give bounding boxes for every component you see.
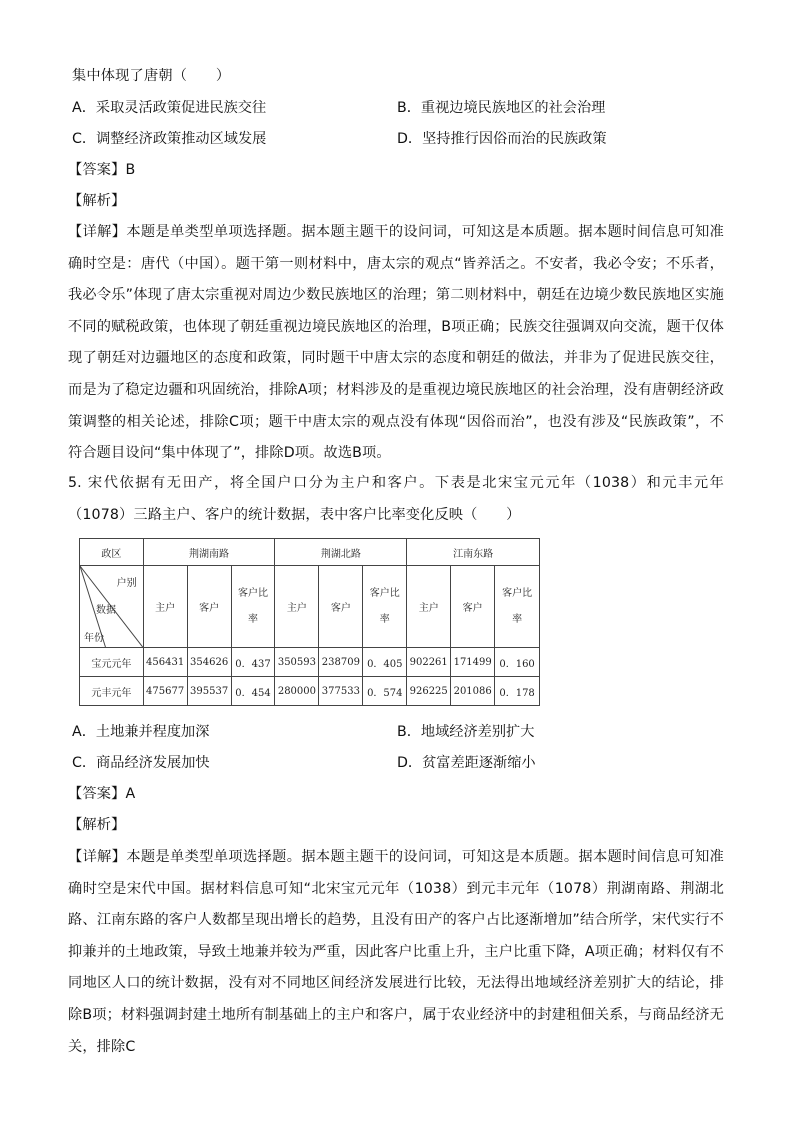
- diagonal-header-cell: [80, 566, 144, 648]
- sub-header: 客户: [319, 566, 363, 648]
- table-row: [80, 677, 540, 706]
- cell: 0．574: [363, 677, 407, 706]
- sub-header: 主户: [407, 566, 451, 648]
- row-year: 元丰元年: [80, 677, 144, 706]
- sub-header: 客户比 率: [495, 566, 540, 648]
- diag-year-label: 年份: [84, 633, 104, 644]
- q5-option-c: C．商品经济发展加快: [72, 755, 210, 771]
- cell: 0．405: [363, 648, 407, 677]
- q4-option-c: C．调整经济政策推动区域发展: [72, 131, 267, 147]
- q4-detail: 【详解】本题是单类型单项选择题。据本题主题干的设问词，可知这是本质题。据本题时间信息可知准确时空是：唐代（中国）。题干第一则材料中，唐太宗的观点“皆养活之。不安者，我必令安；不乐者，我必令乐”体现了唐太宗重视对周边少数民族地区的治理；第二则材料中，朝廷在边境少数民族地区实施不同的赋税政策，也体现了朝廷重视边境民族地区的治理，B项正确；民族交往强调双向交流，题干仅体现了朝廷对边疆地区的态度和政策，同时题干中唐太宗的态度和朝廷的做法，并非为了促进民族交往，而是为了稳定边疆和巩固统治，排除A项；材料涉及的是重视边境民族地区的社会治理，没有唐朝经济政策调整的相关论述，排除C项；题干中唐太宗的观点没有体现“因俗而治”，也没有涉及“民族政策”，不符合题目设问“集中体现了”，排除D项。故选B项。: [68, 224, 724, 462]
- cell: 926225: [407, 677, 451, 706]
- q4-option-b: B．重视边境民族地区的社会治理: [397, 100, 606, 116]
- q4-option-d: D．坚持推行因俗而治的民族政策: [397, 131, 607, 147]
- cell: 0．160: [495, 648, 540, 677]
- cell: 354626: [187, 648, 231, 677]
- cell: 475677: [143, 677, 187, 706]
- sub-header: 客户比 率: [363, 566, 407, 648]
- region-header-2: 荆湖北路: [275, 539, 407, 566]
- q4-answer: 【答案】B: [68, 162, 136, 178]
- q5-option-a: A．土地兼并程度加深: [72, 724, 210, 740]
- diag-household-label: 户别: [116, 578, 137, 589]
- q5-stem: 5. 宋代依据有无田产，将全国户口分为主户和客户。下表是北宋宝元元年（1038）和元丰元年（1078）三路主户、客户的统计数据，表中客户比率变化反映（ ）: [68, 475, 724, 523]
- cell: 350593: [275, 648, 319, 677]
- diag-data-label: 数据: [96, 605, 116, 616]
- q5-option-b: B．地域经济差别扩大: [397, 724, 535, 740]
- cell: 456431: [143, 648, 187, 677]
- q5-analysis-label: 【解析】: [68, 817, 126, 833]
- cell: 902261: [407, 648, 451, 677]
- region-header-label: 政区: [80, 539, 144, 566]
- sub-header: 客户比 率: [231, 566, 275, 648]
- q5-option-d: D．贫富差距逐渐缩小: [397, 755, 536, 771]
- household-statistics-table: [79, 538, 540, 706]
- sub-header: 客户: [451, 566, 495, 648]
- cell: 395537: [187, 677, 231, 706]
- cell: 0．454: [231, 677, 275, 706]
- cell: 0．437: [231, 648, 275, 677]
- sub-header: 主户: [275, 566, 319, 648]
- cell: 238709: [319, 648, 363, 677]
- cell: 377533: [319, 677, 363, 706]
- region-header-1: 荆湖南路: [143, 539, 275, 566]
- q5-detail: 【详解】本题是单类型单项选择题。据本题主题干的设问词，可知这是本质题。据本题时间信息可知准确时空是宋代中国。据材料信息可知“北宋宝元元年（1038）到元丰元年（1078）荆湖南路、荆湖北路、江南东路的客户人数都呈现出增长的趋势，且没有田产的客户占比逐渐增加”结合所学，宋代实行不抑兼并的土地政策，导致土地兼并较为严重，因此客户比重上升，主户比重下降，A项正确；材料仅有不同地区人口的统计数据，没有对不同地区间经济发展进行比较，无法得出地域经济差别扩大的结论，排除B项；材料强调封建土地所有制基础上的主户和客户，属于农业经济中的封建租佃关系，与商品经济无关，排除C: [68, 849, 724, 1055]
- cell: 201086: [451, 677, 495, 706]
- cell: 280000: [275, 677, 319, 706]
- cell: 0．178: [495, 677, 540, 706]
- cell: 171499: [451, 648, 495, 677]
- sub-header: 客户: [187, 566, 231, 648]
- q4-analysis-label: 【解析】: [68, 193, 126, 209]
- region-header-3: 江南东路: [407, 539, 540, 566]
- table-row: [80, 648, 540, 677]
- q4-stem-tail: 集中体现了唐朝（ ）: [72, 68, 231, 84]
- sub-header: 主户: [143, 566, 187, 648]
- q5-answer: 【答案】A: [68, 786, 136, 802]
- q4-option-a: A．采取灵活政策促进民族交往: [72, 100, 267, 116]
- row-year: 宝元元年: [80, 648, 144, 677]
